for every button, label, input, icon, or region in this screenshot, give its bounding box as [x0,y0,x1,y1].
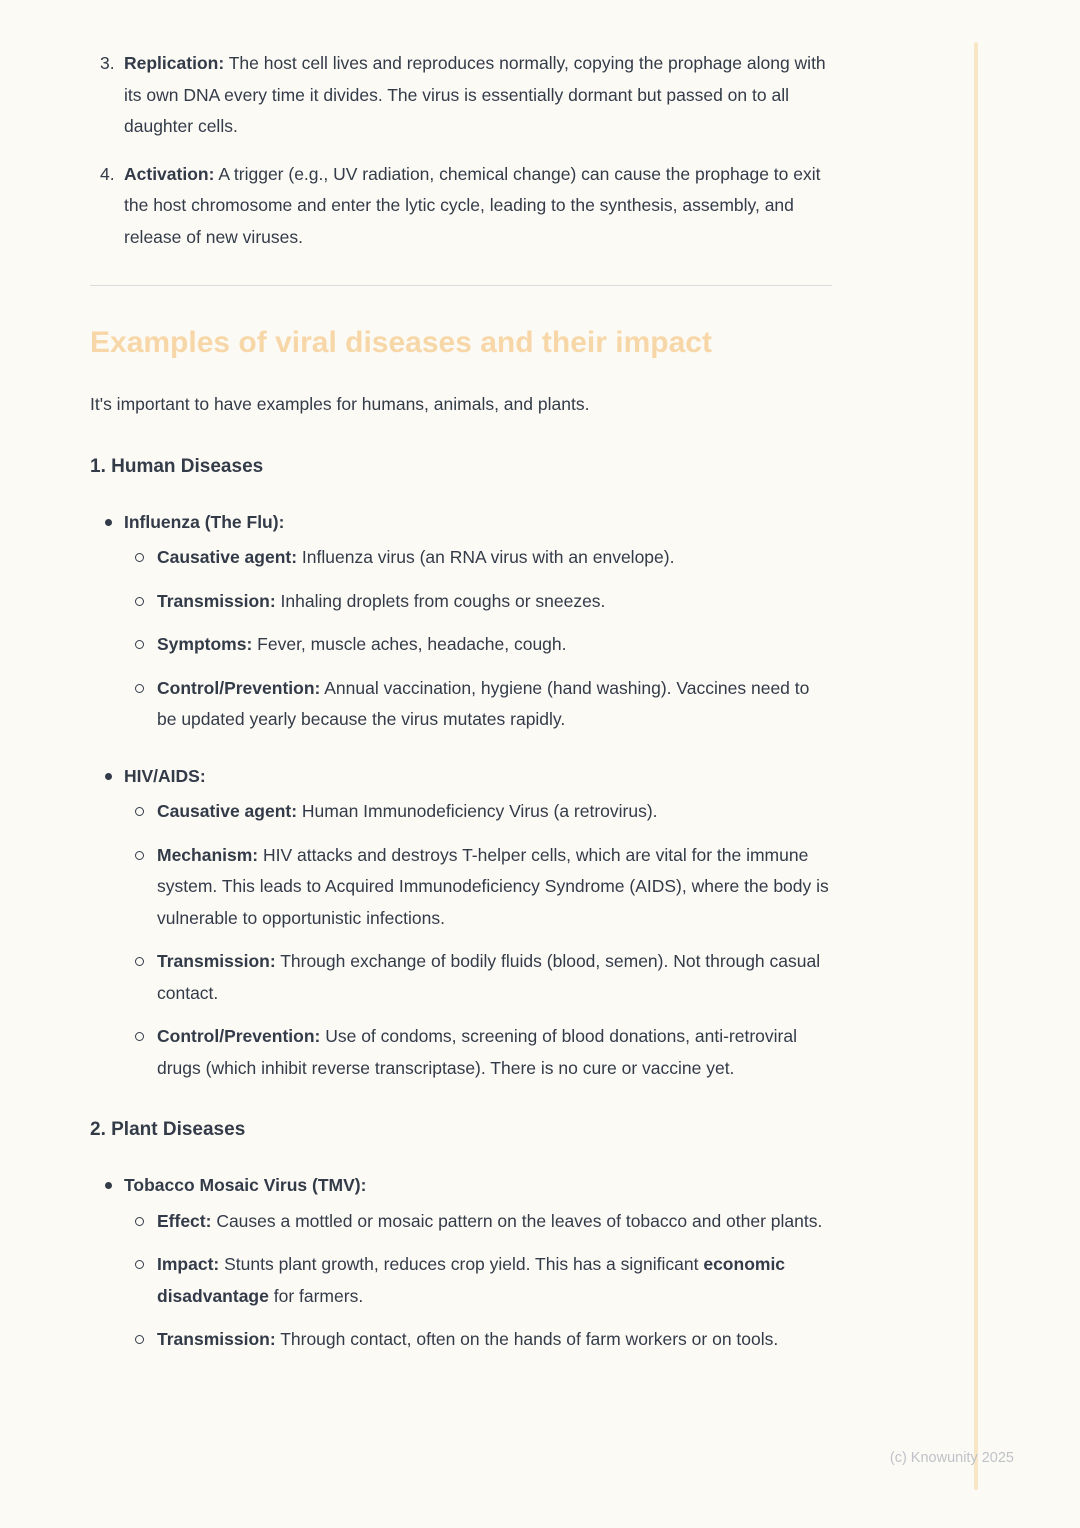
numbered-list-item [100,159,832,254]
sub-bullet-item [157,946,832,1009]
bold-run: Control/Prevention: [157,677,321,698]
watermark: (c) Knowunity 2025 [889,1450,1014,1466]
bold-run: Mechanism: [157,844,259,865]
text-run: Use of condoms, screening of blood donations, anti-retroviral drugs (which inhibit reverse transcriptase). There is no cure or vaccine yet. [157,1026,797,1078]
text-run: Inhaling droplets from coughs or sneezes. [275,590,606,611]
bold-run: Transmission: [157,1329,276,1349]
bold-run: economic disadvantage [157,1254,786,1306]
bullet-item [124,507,832,736]
bold-run: Activation: [124,163,215,184]
sub-bullet-list [124,796,832,1084]
bold-run: Symptoms: [157,634,253,654]
accent-vertical-line [974,42,978,1490]
bullet-title: Influenza (The Flu): [124,511,285,532]
bold-run: Transmission: [157,590,276,611]
bold-run: Transmission: [157,951,276,971]
bullet-item [124,1170,832,1356]
subsections-container [90,451,832,1356]
page-content [90,48,832,1356]
sub-bullet-list [124,1206,832,1356]
sub-bullet-item [157,840,832,935]
text-run: A trigger (e.g., UV radiation, chemical change) can cause the prophage to exit the host chromosome and enter the lytic cycle, leading to the synthesis, assembly, and release of new viruses. [124,163,821,247]
bullet-list [90,1170,832,1356]
section-divider [90,285,832,286]
text-run: Through exchange of bodily fluids (blood, semen). Not through casual contact. [157,951,821,1003]
sub-bullet-item [157,796,832,828]
numbered-list-item [100,48,832,143]
text-run: Causes a mottled or mosaic pattern on the leaves of tobacco and other plants. [211,1210,823,1231]
bold-run: Effect: [157,1210,212,1231]
bold-run: Replication: [124,53,225,73]
text-run: The host cell lives and reproduces normally, copying the prophage along with its own DNA every time it divides. The virus is essentially dormant but passed on to all daughter cells. [124,53,826,136]
text-run: Annual vaccination, hygiene (hand washing). Vaccines need to be updated yearly because the virus mutates rapidly. [157,677,810,729]
sub-bullet-item [157,673,832,736]
numbered-list [90,48,832,253]
text-run: Fever, muscle aches, headache, cough. [252,634,567,654]
intro-paragraph: It's important to have examples for humans, animals, and plants. [90,394,590,414]
bold-run: Causative agent: [157,547,298,567]
text-run: for farmers. [268,1285,364,1306]
bold-run: Causative agent: [157,801,298,821]
bullet-list [90,507,832,1085]
sub-bullet-item [157,629,832,661]
text-run: Influenza virus (an RNA virus with an envelope). [297,547,675,567]
bullet-title: Tobacco Mosaic Virus (TMV): [124,1175,367,1195]
list-item-text [124,48,832,143]
bold-run: Control/Prevention: [157,1026,321,1046]
text-run: Human Immunodeficiency Virus (a retrovirus). [297,801,658,821]
section-heading: Examples of viral diseases and their impact [90,326,712,359]
list-item-text [124,159,832,254]
sub-bullet-item [157,542,832,574]
bold-run: Impact: [157,1254,220,1274]
text-run: HIV attacks and destroys T-helper cells, which are vital for the immune system. This leads to Acquired Immunodeficiency Syndrome (AIDS), where the body is vulnerable to opportunistic infections. [157,844,829,928]
list-number: 3. [100,53,115,73]
bullet-item [124,761,832,1085]
subsection-title: 2. Plant Diseases [90,1119,246,1140]
sub-bullet-item [157,586,832,618]
sub-bullet-item [157,1021,832,1084]
sub-bullet-item [157,1249,832,1312]
sub-bullet-item [157,1324,832,1356]
text-run: Through contact, often on the hands of farm workers or on tools. [275,1329,779,1349]
list-number: 4. [100,163,115,184]
subsection-title: 1. Human Diseases [90,455,264,477]
text-run: Stunts plant growth, reduces crop yield. This has a significant [219,1254,704,1274]
sub-bullet-item [157,1206,832,1238]
bullet-title: HIV/AIDS: [124,765,206,786]
sub-bullet-list [124,542,832,736]
